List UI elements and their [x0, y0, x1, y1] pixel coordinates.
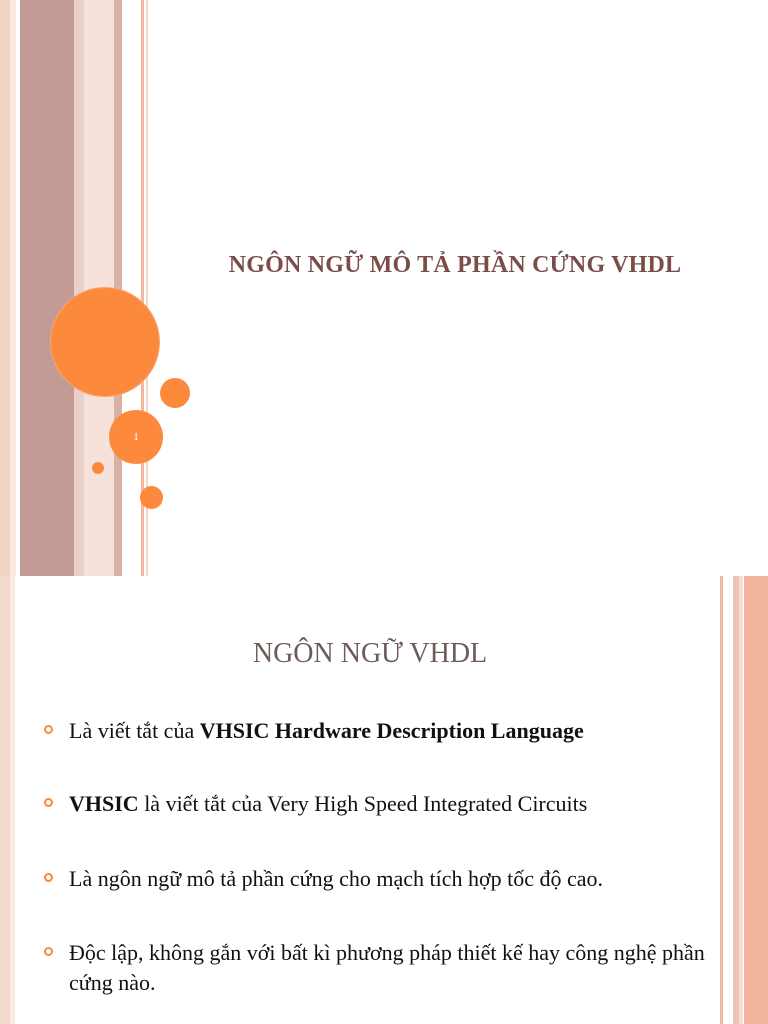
decorative-circle-bottom — [140, 486, 163, 509]
decorative-stripe — [10, 576, 15, 1024]
decorative-circle-small — [92, 462, 104, 474]
slide-title: NGÔN NGỮ VHDL — [252, 638, 488, 669]
bullet-text: Độc lập, không gắn với bất kì phương pháp thiết kế hay công nghệ phần cứng nào. — [69, 940, 705, 995]
slide-number-badge — [109, 410, 163, 464]
decorative-stripe — [739, 576, 743, 1024]
bullet-item — [44, 864, 714, 894]
decorative-stripe — [0, 576, 10, 1024]
slide-title: NGÔN NGỮ MÔ TẢ PHẦN CỨNG VHDL — [228, 252, 682, 278]
bullet-text: Là viết tắt của VHSIC Hardware Description Language — [69, 718, 584, 743]
decorative-stripe — [720, 576, 723, 1024]
decorative-stripe — [10, 0, 16, 576]
decorative-stripe — [0, 0, 10, 576]
bullet-item — [44, 716, 714, 746]
bullet-text: VHSIC là viết tắt của Very High Speed Integrated Circuits — [69, 791, 588, 816]
bullet-text: Là ngôn ngữ mô tả phần cứng cho mạch tích hợp tốc độ cao. — [69, 866, 604, 891]
slide-number: 1 — [133, 431, 139, 443]
circle-bullet-icon — [44, 725, 53, 734]
circle-bullet-icon — [44, 947, 53, 956]
decorative-stripe — [20, 0, 74, 576]
circle-bullet-icon — [44, 873, 53, 882]
content-slide — [0, 576, 768, 1024]
bullet-item — [44, 789, 714, 819]
decorative-circle-medium — [160, 378, 190, 408]
circle-bullet-icon — [44, 798, 53, 807]
bullet-item — [44, 938, 714, 998]
decorative-circle-large — [51, 288, 159, 396]
decorative-stripe — [74, 0, 84, 576]
decorative-stripe — [744, 576, 768, 1024]
